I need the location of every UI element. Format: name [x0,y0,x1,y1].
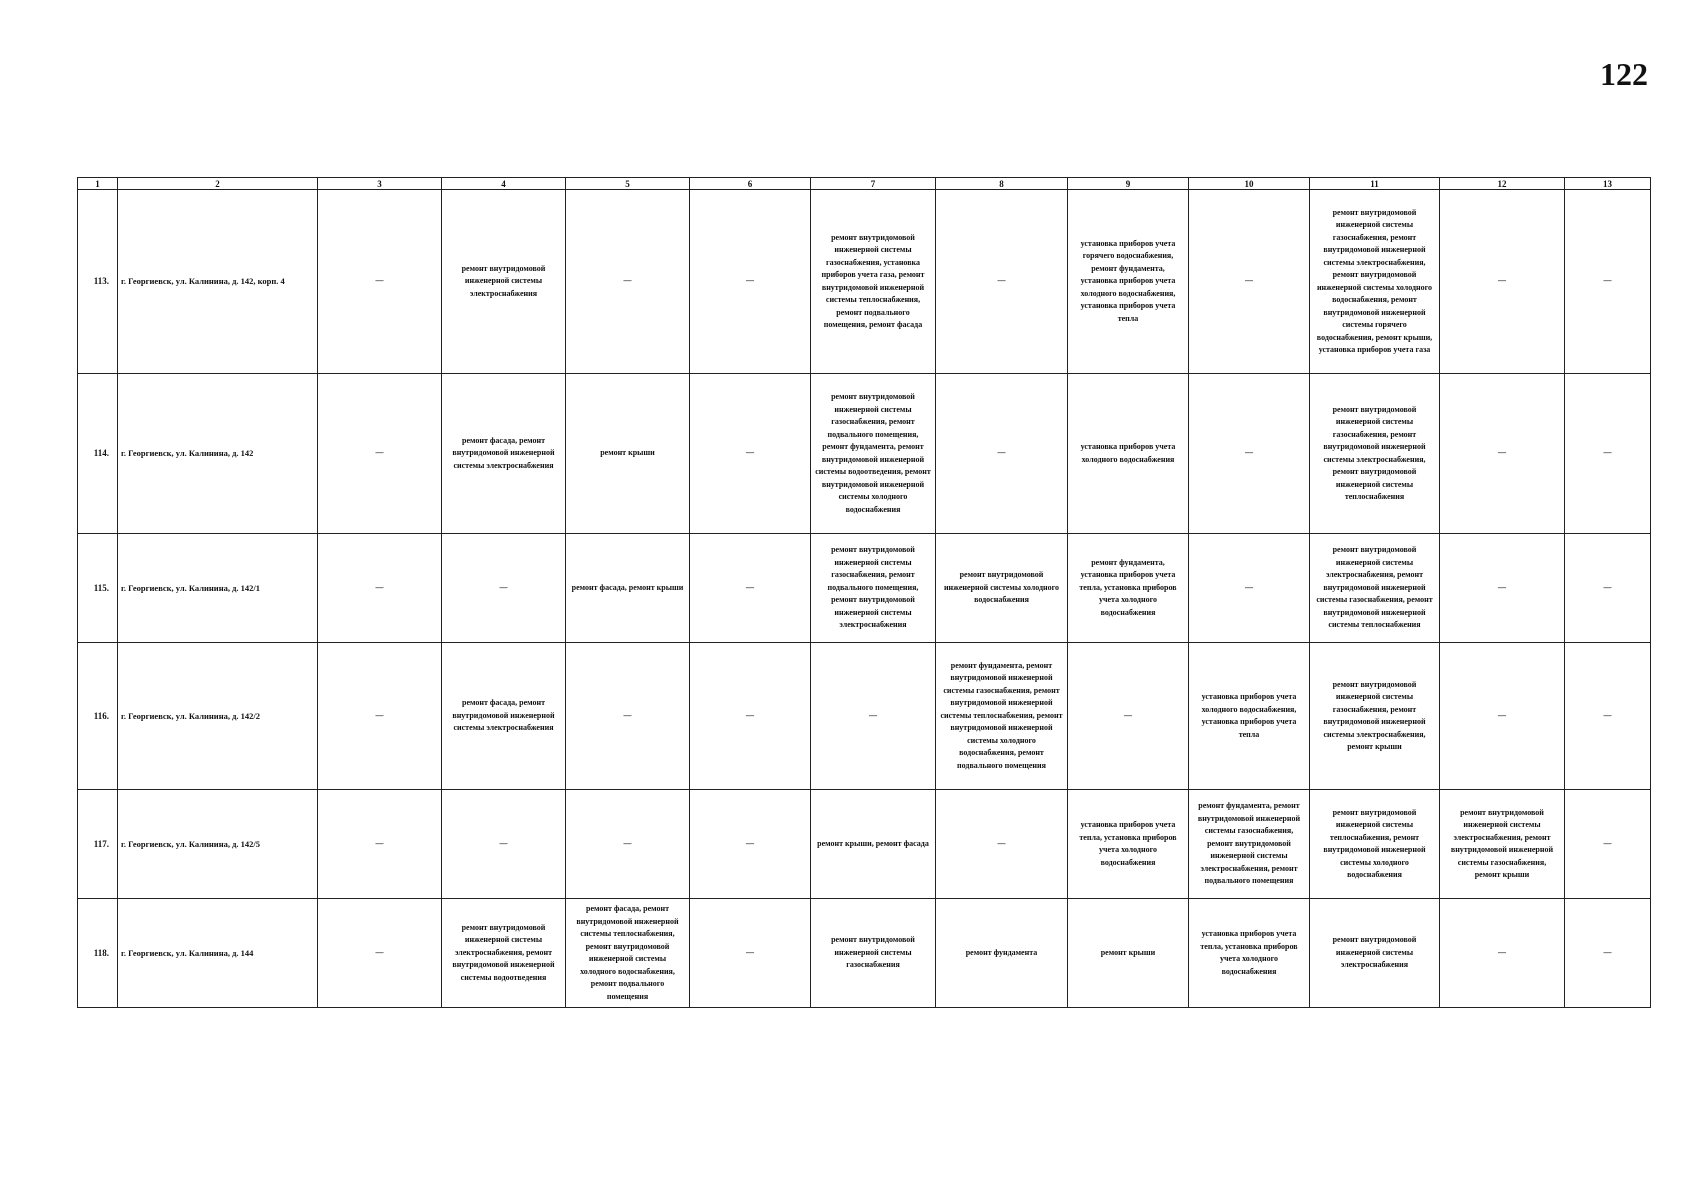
table-row [78,374,1651,534]
row-number: 118. [78,899,118,1008]
cell-col-3: — [318,190,442,374]
cell-col-13: — [1565,790,1651,899]
table-row [78,899,1651,1008]
cell-col-7: ремонт внутридомовой инженерной системы газоснабжения, ремонт подвального помещения, ремонт внутридомовой инженерной системы электроснабжения [811,534,936,643]
cell-col-8: ремонт фундамента, ремонт внутридомовой инженерной системы газоснабжения, ремонт внутридомовой инженерной системы теплоснабжения, ремонт внутридомовой инженерной системы холодного водоснабжения, ремонт подвального помещения [936,643,1068,790]
column-header: 2 [118,178,318,190]
cell-col-4: — [442,790,566,899]
cell-col-11: ремонт внутридомовой инженерной системы теплоснабжения, ремонт внутридомовой инженерной системы холодного водоснабжения [1310,790,1440,899]
cell-col-6: — [690,190,811,374]
cell-col-6: — [690,374,811,534]
column-number-row [78,178,1651,190]
cell-col-10: установка приборов учета холодного водоснабжения, установка приборов учета тепла [1189,643,1310,790]
cell-col-12: — [1440,534,1565,643]
cell-col-5: ремонт крыши [566,374,690,534]
cell-col-3: — [318,899,442,1008]
row-number: 113. [78,190,118,374]
cell-col-11: ремонт внутридомовой инженерной системы газоснабжения, ремонт внутридомовой инженерной системы электроснабжения, ремонт внутридомовой инженерной системы холодного водоснабжения, ремонт внутридомовой инженерной системы горячего водоснабжения, ремонт крыши, установка приборов учета газа [1310,190,1440,374]
cell-col-13: — [1565,643,1651,790]
cell-col-4: ремонт фасада, ремонт внутридомовой инженерной системы электроснабжения [442,643,566,790]
cell-col-11: ремонт внутридомовой инженерной системы электроснабжения, ремонт внутридомовой инженерной системы газоснабжения, ремонт внутридомовой инженерной системы теплоснабжения [1310,534,1440,643]
address-cell: г. Георгиевск, ул. Калинина, д. 142/1 [118,534,318,643]
cell-col-3: — [318,374,442,534]
row-number: 117. [78,790,118,899]
cell-col-8: — [936,790,1068,899]
column-header: 5 [566,178,690,190]
cell-col-8: — [936,190,1068,374]
cell-col-13: — [1565,534,1651,643]
address-cell: г. Георгиевск, ул. Калинина, д. 142/2 [118,643,318,790]
cell-col-10: — [1189,534,1310,643]
cell-col-9: ремонт крыши [1068,899,1189,1008]
cell-col-3: — [318,643,442,790]
cell-col-12: — [1440,643,1565,790]
cell-col-5: — [566,643,690,790]
cell-col-4: ремонт внутридомовой инженерной системы электроснабжения, ремонт внутридомовой инженерной системы водоотведения [442,899,566,1008]
cell-col-12: — [1440,899,1565,1008]
cell-col-8: — [936,374,1068,534]
cell-col-5: — [566,790,690,899]
row-number: 114. [78,374,118,534]
cell-col-10: — [1189,190,1310,374]
cell-col-4: — [442,534,566,643]
cell-col-9: ремонт фундамента, установка приборов учета тепла, установка приборов учета холодного водоснабжения [1068,534,1189,643]
table-row [78,790,1651,899]
repair-schedule-table [77,177,1651,1008]
cell-col-6: — [690,790,811,899]
row-number: 116. [78,643,118,790]
cell-col-5: ремонт фасада, ремонт крыши [566,534,690,643]
cell-col-3: — [318,534,442,643]
column-header: 12 [1440,178,1565,190]
cell-col-12: — [1440,374,1565,534]
cell-col-11: ремонт внутридомовой инженерной системы газоснабжения, ремонт внутридомовой инженерной системы электроснабжения, ремонт внутридомовой инженерной системы теплоснабжения [1310,374,1440,534]
column-header: 4 [442,178,566,190]
cell-col-13: — [1565,899,1651,1008]
cell-col-13: — [1565,374,1651,534]
cell-col-4: ремонт внутридомовой инженерной системы электроснабжения [442,190,566,374]
column-header: 1 [78,178,118,190]
cell-col-8: ремонт внутридомовой инженерной системы холодного водоснабжения [936,534,1068,643]
column-header: 9 [1068,178,1189,190]
table-row [78,643,1651,790]
cell-col-6: — [690,899,811,1008]
cell-col-13: — [1565,190,1651,374]
cell-col-7: ремонт крыши, ремонт фасада [811,790,936,899]
cell-col-10: — [1189,374,1310,534]
column-header: 6 [690,178,811,190]
cell-col-6: — [690,534,811,643]
column-header: 11 [1310,178,1440,190]
cell-col-5: ремонт фасада, ремонт внутридомовой инженерной системы теплоснабжения, ремонт внутридомовой инженерной системы холодного водоснабжения, ремонт подвального помещения [566,899,690,1008]
column-header: 10 [1189,178,1310,190]
cell-col-9: установка приборов учета горячего водоснабжения, ремонт фундамента, установка приборов учета холодного водоснабжения, установка приборов учета тепла [1068,190,1189,374]
cell-col-4: ремонт фасада, ремонт внутридомовой инженерной системы электроснабжения [442,374,566,534]
table-row [78,534,1651,643]
cell-col-9: установка приборов учета тепла, установка приборов учета холодного водоснабжения [1068,790,1189,899]
cell-col-7: ремонт внутридомовой инженерной системы газоснабжения [811,899,936,1008]
cell-col-7: — [811,643,936,790]
cell-col-8: ремонт фундамента [936,899,1068,1008]
cell-col-12: — [1440,190,1565,374]
cell-col-12: ремонт внутридомовой инженерной системы электроснабжения, ремонт внутридомовой инженерной системы газоснабжения, ремонт крыши [1440,790,1565,899]
column-header: 13 [1565,178,1651,190]
column-header: 8 [936,178,1068,190]
cell-col-7: ремонт внутридомовой инженерной системы газоснабжения, установка приборов учета газа, ремонт внутридомовой инженерной системы теплоснабжения, ремонт подвального помещения, ремонт фасада [811,190,936,374]
column-header: 7 [811,178,936,190]
page-number: 122 [1600,56,1648,92]
address-cell: г. Георгиевск, ул. Калинина, д. 142 [118,374,318,534]
address-cell: г. Георгиевск, ул. Калинина, д. 142, корп. 4 [118,190,318,374]
address-cell: г. Георгиевск, ул. Калинина, д. 144 [118,899,318,1008]
cell-col-11: ремонт внутридомовой инженерной системы газоснабжения, ремонт внутридомовой инженерной системы электроснабжения, ремонт крыши [1310,643,1440,790]
cell-col-3: — [318,790,442,899]
cell-col-7: ремонт внутридомовой инженерной системы газоснабжения, ремонт подвального помещения, ремонт фундамента, ремонт внутридомовой инженерной системы водоотведения, ремонт внутридомовой инженерной системы холодного водоснабжения [811,374,936,534]
cell-col-5: — [566,190,690,374]
row-number: 115. [78,534,118,643]
address-cell: г. Георгиевск, ул. Калинина, д. 142/5 [118,790,318,899]
table-row [78,190,1651,374]
cell-col-9: — [1068,643,1189,790]
cell-col-11: ремонт внутридомовой инженерной системы электроснабжения [1310,899,1440,1008]
cell-col-10: ремонт фундамента, ремонт внутридомовой инженерной системы газоснабжения, ремонт внутридомовой инженерной системы электроснабжения, ремонт подвального помещения [1189,790,1310,899]
cell-col-6: — [690,643,811,790]
cell-col-9: установка приборов учета холодного водоснабжения [1068,374,1189,534]
column-header: 3 [318,178,442,190]
cell-col-10: установка приборов учета тепла, установка приборов учета холодного водоснабжения [1189,899,1310,1008]
